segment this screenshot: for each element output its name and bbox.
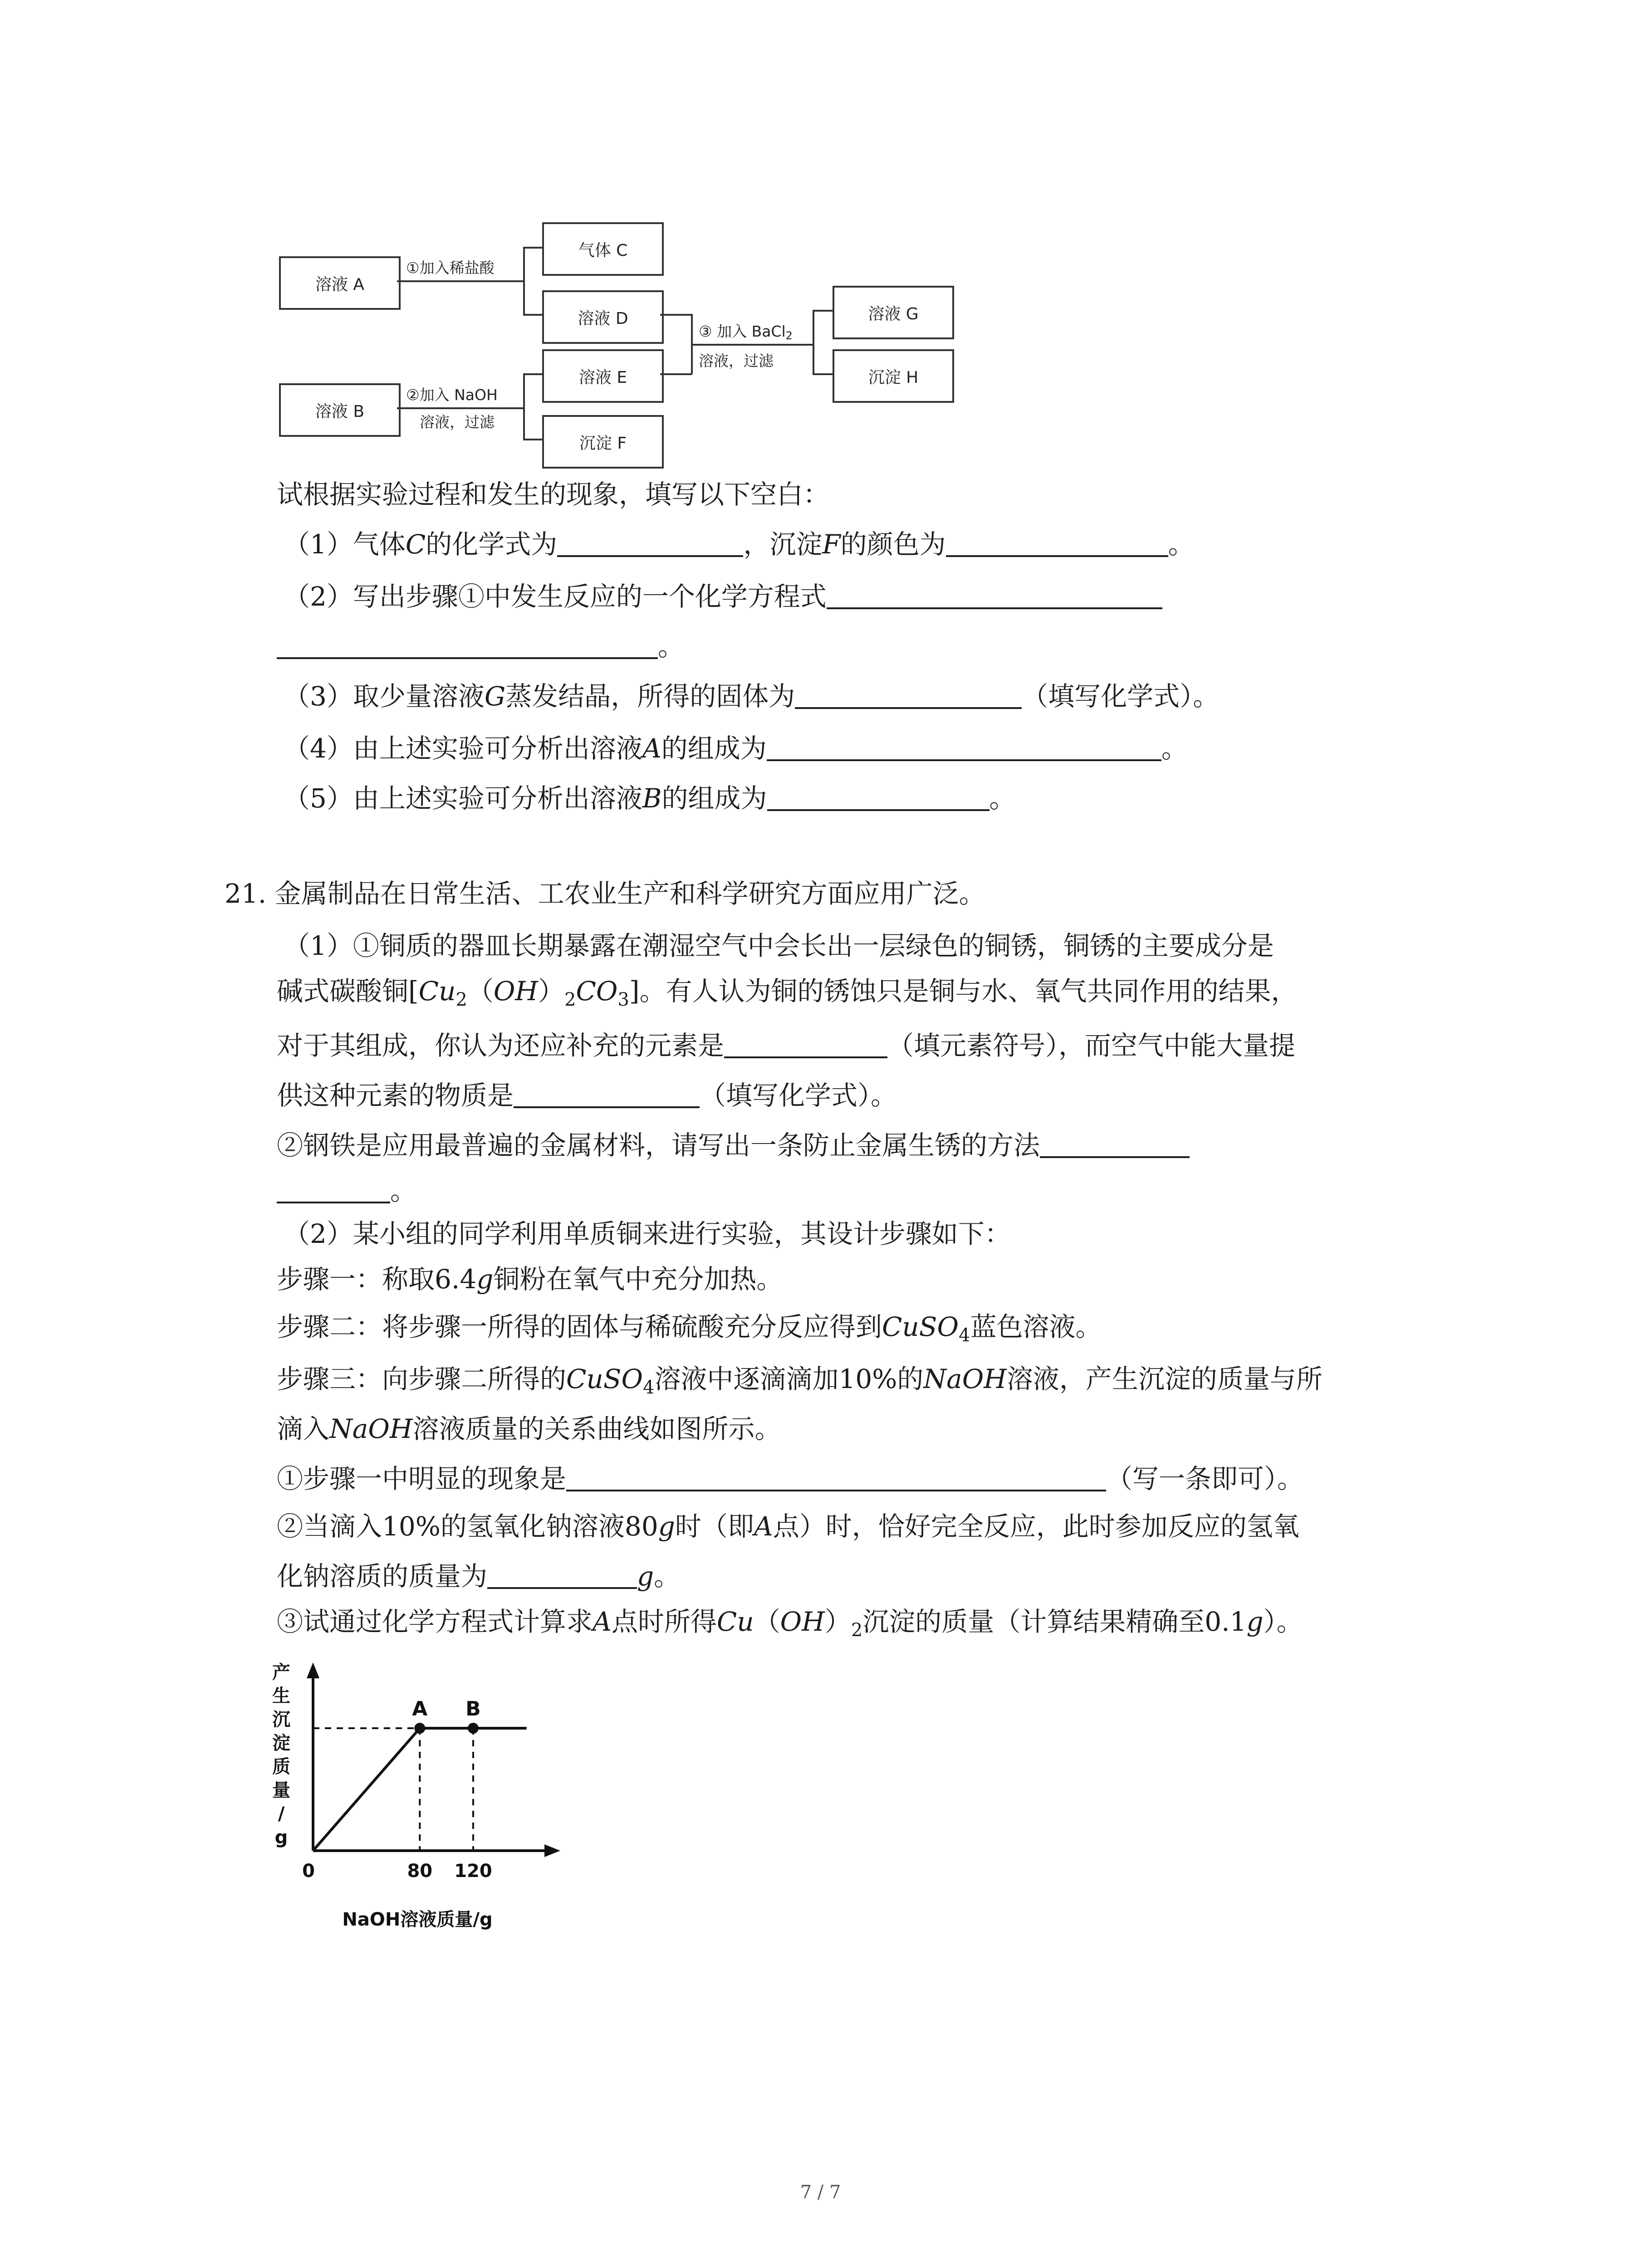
answer-blank[interactable]: [724, 1030, 887, 1058]
point-label-b: B: [465, 1697, 481, 1721]
text: 步骤二：将步骤一所得的固体与稀硫酸充分反应得到: [277, 1311, 882, 1342]
answer-blank[interactable]: [827, 581, 1162, 609]
formula: NaOH: [923, 1364, 1007, 1394]
text: 。: [390, 1175, 417, 1206]
q20-part4: [284, 733, 1188, 764]
text: 。: [1161, 733, 1188, 764]
y-axis-label-char: g: [274, 1827, 288, 1848]
text: 的组成为: [661, 783, 767, 814]
q20-part2-cont: [277, 631, 684, 662]
text: 对于其组成，你认为还应补充的元素是: [277, 1030, 725, 1061]
text: ③试通过化学方程式计算求: [277, 1606, 593, 1637]
connector: [523, 314, 542, 316]
y-axis-label-char: 淀: [272, 1733, 290, 1754]
point-a: [414, 1723, 425, 1734]
precipitate-chart: [263, 1656, 590, 1937]
solution-a-label: 溶液 A: [315, 275, 365, 294]
q20-part3: [284, 680, 1219, 712]
q21-line1: （1）①铜质的器皿长期暴露在潮湿空气中会长出一层绿色的铜锈，铜锈的主要成分是: [284, 930, 1274, 961]
q21-line14: [277, 1560, 680, 1592]
q20-part5: [284, 782, 1016, 814]
var-c: C: [405, 529, 426, 560]
y-axis-label-char: 产: [272, 1662, 290, 1683]
formula: CuSO: [566, 1364, 643, 1394]
text: 点）时，恰好完全反应，此时参加反应的氢氧: [773, 1511, 1299, 1542]
text: 的颜色为: [840, 529, 946, 560]
connector: [660, 314, 692, 316]
var-a: A: [593, 1606, 612, 1637]
var-a: A: [642, 733, 661, 764]
connector: [691, 344, 813, 346]
q21-line13: [277, 1510, 1299, 1542]
text: 。: [1168, 529, 1195, 560]
q21-line5: [277, 1129, 1190, 1161]
y-axis-label: [272, 1662, 290, 1848]
text: （填写化学式）。: [1022, 681, 1220, 712]
unit: g: [1246, 1606, 1264, 1637]
text: 蓝色溶液。: [970, 1311, 1102, 1342]
answer-blank[interactable]: [767, 733, 1161, 761]
formula: CuSO: [882, 1311, 959, 1342]
answer-blank[interactable]: [795, 681, 1022, 709]
gas-c-box: [542, 222, 664, 276]
text: 的化学式为: [426, 529, 558, 560]
q21-line3: [277, 1030, 1295, 1061]
text: ）: [538, 976, 564, 1007]
text: （2）写出步骤①中发生反应的一个化学方程式: [284, 581, 827, 612]
text: 沉淀的质量（计算结果精确至0.1: [862, 1606, 1247, 1637]
formula: Cu: [418, 976, 456, 1007]
solution-d-box: [542, 290, 664, 344]
q21-line7: （2）某小组的同学利用单质铜来进行实验，其设计步骤如下：: [284, 1218, 1011, 1249]
text: 溶液中逐滴滴加10%的: [654, 1364, 924, 1394]
text: ）: [824, 1606, 851, 1637]
x-axis-arrow: [544, 1844, 560, 1857]
answer-blank[interactable]: [1040, 1130, 1190, 1158]
page-number: 7 / 7: [800, 2182, 841, 2203]
var-a: A: [754, 1511, 773, 1542]
formula: OH: [780, 1606, 825, 1637]
text: 化钠溶质的质量为: [277, 1561, 488, 1592]
text: ，沉淀: [743, 529, 823, 560]
subscript: 4: [643, 1377, 655, 1398]
text: 步骤三：向步骤二所得的: [277, 1364, 567, 1394]
solution-b-label: 溶液 B: [315, 402, 365, 421]
q21-line10: [277, 1363, 1323, 1398]
unit: g: [476, 1264, 494, 1295]
answer-blank[interactable]: [487, 1561, 637, 1589]
unit: g: [658, 1511, 675, 1542]
answer-blank[interactable]: [946, 529, 1168, 557]
q21-line6: [277, 1175, 416, 1207]
step3-label: [699, 320, 793, 341]
text: ②当滴入10%的氢氧化钠溶液80: [277, 1511, 658, 1542]
q21-line2: [277, 975, 1298, 1010]
unit: g: [637, 1561, 654, 1592]
x-tick-label: 0: [302, 1861, 315, 1882]
x-tick-label: 80: [407, 1861, 433, 1882]
subscript: 2: [851, 1620, 863, 1641]
step2-label: ②加入 NaOH: [406, 386, 498, 404]
text: 溶液质量的关系曲线如图所示。: [412, 1413, 781, 1444]
formula: NaOH: [329, 1413, 413, 1444]
q21-line8: [277, 1263, 783, 1295]
text: 的组成为: [661, 733, 767, 764]
step3-label-2: 溶液，过滤: [699, 352, 774, 370]
x-axis-label: NaOH溶液质量/g: [342, 1909, 493, 1930]
subscript: 2: [456, 989, 467, 1010]
connector: [523, 373, 525, 440]
subscript: 4: [959, 1325, 970, 1346]
answer-blank[interactable]: [566, 1463, 1106, 1491]
point-label-a: A: [412, 1697, 428, 1721]
answer-blank[interactable]: [557, 529, 743, 557]
text: ）。: [1263, 1606, 1303, 1637]
subscript: 2: [564, 989, 576, 1010]
connector: [813, 373, 833, 375]
text: 。: [654, 1561, 681, 1592]
step1-label: ①加入稀盐酸: [406, 259, 495, 277]
connector: [813, 310, 814, 374]
formula: OH: [493, 976, 538, 1007]
solution-g-box: [833, 286, 954, 339]
var-g: G: [484, 681, 506, 712]
y-axis-label-char: 量: [272, 1780, 290, 1801]
step2-label-2: 溶液，过滤: [420, 413, 495, 431]
connector: [397, 407, 524, 409]
text: 供这种元素的物质是: [277, 1080, 514, 1111]
solution-g-label: 溶液 G: [868, 304, 919, 323]
solution-e-box: [542, 349, 664, 403]
var-b: B: [642, 783, 662, 814]
q20-part2: [284, 581, 1162, 612]
connector: [523, 439, 542, 440]
text: 点时所得: [611, 1606, 717, 1637]
q21-title: 21. 金属制品在日常生活、工农业生产和科学研究方面应用广泛。: [225, 878, 985, 909]
text: ②钢铁是应用最普遍的金属材料，请写出一条防止金属生锈的方法: [277, 1130, 1040, 1161]
text: 时（即: [675, 1511, 754, 1542]
y-axis-label-char: 质: [272, 1756, 290, 1777]
connector: [523, 247, 542, 249]
y-axis-label-char: 沉: [272, 1709, 290, 1730]
text: （5）由上述实验可分析出溶液: [284, 783, 642, 814]
y-axis-label-char: /: [278, 1804, 285, 1824]
connector: [397, 280, 524, 282]
text: （: [467, 976, 494, 1007]
text: ①步骤一中明显的现象是: [277, 1463, 567, 1494]
x-tick-label: 120: [454, 1861, 492, 1882]
text: （填写化学式）。: [700, 1080, 897, 1111]
q21-line15: [277, 1606, 1303, 1641]
text: （: [754, 1606, 780, 1637]
answer-blank[interactable]: [277, 631, 658, 659]
text: 。: [989, 783, 1016, 814]
solution-e-label: 溶液 E: [578, 368, 627, 387]
precip-f-label: 沉淀 F: [579, 434, 627, 453]
var-f: F: [822, 529, 841, 560]
text: （填元素符号），而空气中能大量提: [887, 1030, 1296, 1061]
y-axis-arrow: [307, 1662, 319, 1678]
y-axis-label-char: 生: [272, 1686, 290, 1706]
connector: [523, 247, 525, 315]
text: 步骤一：称取6.4: [277, 1264, 477, 1295]
connector: [660, 373, 692, 375]
precip-h-label: 沉淀 H: [868, 368, 919, 387]
text: （写一条即可）。: [1106, 1463, 1304, 1494]
q21-line4: [277, 1080, 897, 1111]
text: 滴入: [277, 1413, 330, 1444]
precip-f-box: [542, 415, 664, 469]
q21-line12: [277, 1463, 1303, 1495]
text: 溶液，产生沉淀的质量与所: [1006, 1364, 1323, 1394]
text: 碱式碳酸铜[: [277, 976, 419, 1007]
answer-blank[interactable]: [277, 1175, 390, 1203]
gas-c-label: 气体 C: [578, 241, 628, 260]
text: （3）取少量溶液: [284, 681, 485, 712]
point-b: [468, 1723, 479, 1734]
solution-b-box: [279, 383, 401, 437]
text: ]。有人认为铜的锈蚀只是铜与水、氧气共同作用的结果，: [629, 976, 1298, 1007]
answer-blank[interactable]: [514, 1080, 700, 1108]
solution-a-box: [279, 256, 401, 310]
text: 。: [658, 631, 685, 662]
formula: Cu: [716, 1606, 754, 1637]
text: （4）由上述实验可分析出溶液: [284, 733, 642, 764]
q21-line11: [277, 1413, 781, 1445]
q20-part1: [284, 528, 1195, 560]
step3-text: ③ 加入 BaCl: [699, 323, 786, 340]
answer-blank[interactable]: [767, 783, 989, 811]
solution-d-label: 溶液 D: [578, 309, 628, 328]
connector: [813, 310, 833, 312]
text: 铜粉在氧气中充分加热。: [493, 1264, 783, 1295]
q20-intro: 试根据实验过程和发生的现象，填写以下空白：: [277, 479, 830, 510]
formula: CO: [576, 976, 618, 1007]
subscript: 3: [617, 989, 629, 1010]
text: 蒸发结晶，所得的固体为: [505, 681, 795, 712]
precip-h-box: [833, 349, 954, 403]
connector: [523, 373, 542, 375]
step3-subscript: 2: [785, 329, 793, 342]
q21-line9: [277, 1311, 1102, 1346]
text: （1）气体: [284, 529, 406, 560]
